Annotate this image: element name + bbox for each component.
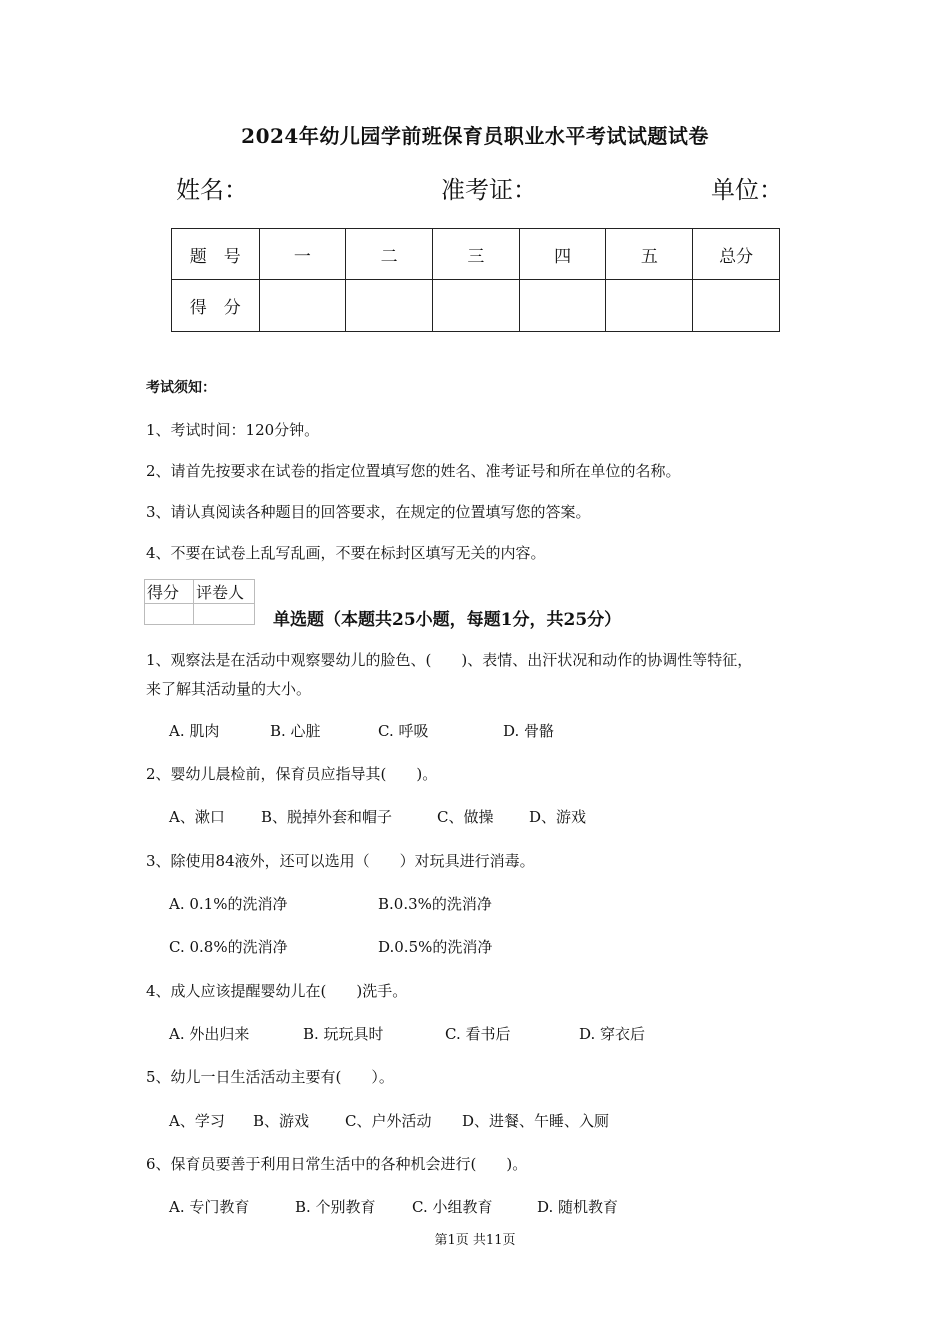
score-header-cell: 三 bbox=[433, 229, 520, 280]
score-header-cell: 二 bbox=[346, 229, 433, 280]
grader-score-cell bbox=[145, 604, 194, 625]
grader-score-label: 得分 bbox=[145, 580, 194, 604]
question-option: A. 外出归来 bbox=[169, 1025, 250, 1043]
unit-field-label: 单位： bbox=[711, 176, 783, 204]
notice-item: 3、请认真阅读各种题目的回答要求，在规定的位置填写您的答案。 bbox=[146, 503, 591, 521]
question-option: B、脱掉外套和帽子 bbox=[261, 808, 393, 826]
question-option: A. 专门教育 bbox=[169, 1198, 250, 1216]
score-header-cell: 五 bbox=[606, 229, 693, 280]
notice-item: 4、不要在试卷上乱写乱画，不要在标封区填写无关的内容。 bbox=[146, 544, 546, 562]
section-title: 单选题（本题共25小题，每题1分，共25分） bbox=[273, 610, 622, 630]
question-text: 3、除使用84液外，还可以选用（ ）对玩具进行消毒。 bbox=[146, 852, 535, 870]
question-option: A. 肌肉 bbox=[169, 722, 220, 740]
question-option: D. 随机教育 bbox=[537, 1198, 619, 1216]
name-field-label: 姓名： bbox=[176, 176, 248, 204]
score-cell bbox=[606, 280, 693, 332]
question-option: D. 穿衣后 bbox=[579, 1025, 646, 1043]
question-option: A、漱口 bbox=[169, 808, 225, 826]
question-text: 5、幼儿一日生活活动主要有( ）。 bbox=[146, 1068, 394, 1086]
question-option: B. 个别教育 bbox=[295, 1198, 376, 1216]
notice-item: 2、请首先按要求在试卷的指定位置填写您的姓名、准考证号和所在单位的名称。 bbox=[146, 462, 681, 480]
notice-item: 1、考试时间：120分钟。 bbox=[146, 421, 320, 439]
question-option: C、做操 bbox=[437, 808, 494, 826]
question-option: C. 看书后 bbox=[445, 1025, 511, 1043]
question-text: 2、婴幼儿晨检前，保育员应指导其( )。 bbox=[146, 765, 438, 783]
score-table bbox=[171, 228, 780, 332]
question-option: D. 骨骼 bbox=[503, 722, 555, 740]
question-option: D.0.5%的洗消净 bbox=[378, 938, 493, 956]
question-option: D、进餐、午睡、入厕 bbox=[462, 1112, 610, 1130]
score-cell bbox=[259, 280, 346, 332]
question-option: A、学习 bbox=[169, 1112, 225, 1130]
question-option: B、游戏 bbox=[253, 1112, 310, 1130]
score-row-label: 得 分 bbox=[172, 280, 260, 332]
question-option: C. 小组教育 bbox=[412, 1198, 493, 1216]
question-option: C. 0.8%的洗消净 bbox=[169, 938, 288, 956]
score-cell bbox=[346, 280, 433, 332]
question-option: B. 心脏 bbox=[270, 722, 321, 740]
page-footer: 第1页 共11页 bbox=[434, 1233, 516, 1248]
score-cell bbox=[519, 280, 606, 332]
score-header-cell: 题 号 bbox=[172, 229, 260, 280]
grader-name-label: 评卷人 bbox=[194, 580, 255, 604]
question-option: D、游戏 bbox=[529, 808, 587, 826]
question-option: C、户外活动 bbox=[345, 1112, 432, 1130]
question-option: C. 呼吸 bbox=[378, 722, 429, 740]
score-cell bbox=[433, 280, 520, 332]
notice-title: 考试须知： bbox=[146, 380, 216, 396]
page-title: 2024年幼儿园学前班保育员职业水平考试试题试卷 bbox=[241, 124, 709, 148]
score-table-header-row bbox=[172, 229, 780, 280]
score-header-cell: 四 bbox=[519, 229, 606, 280]
question-text: 1、观察法是在活动中观察婴幼儿的脸色、( )、表情、出汗状况和动作的协调性等特征， bbox=[146, 651, 753, 669]
question-option: B.0.3%的洗消净 bbox=[378, 895, 492, 913]
question-option: A. 0.1%的洗消净 bbox=[169, 895, 288, 913]
score-table-score-row bbox=[172, 280, 780, 332]
question-option: B. 玩玩具时 bbox=[303, 1025, 384, 1043]
question-text: 6、保育员要善于利用日常生活中的各种机会进行( )。 bbox=[146, 1155, 528, 1173]
score-header-cell: 总分 bbox=[693, 229, 780, 280]
exam-id-field-label: 准考证： bbox=[441, 176, 537, 204]
grader-name-cell bbox=[194, 604, 255, 625]
question-text: 来了解其活动量的大小。 bbox=[146, 680, 312, 698]
question-text: 4、成人应该提醒婴幼儿在( )洗手。 bbox=[146, 982, 408, 1000]
grader-box bbox=[144, 579, 255, 625]
score-header-cell: 一 bbox=[259, 229, 346, 280]
score-cell bbox=[693, 280, 780, 332]
